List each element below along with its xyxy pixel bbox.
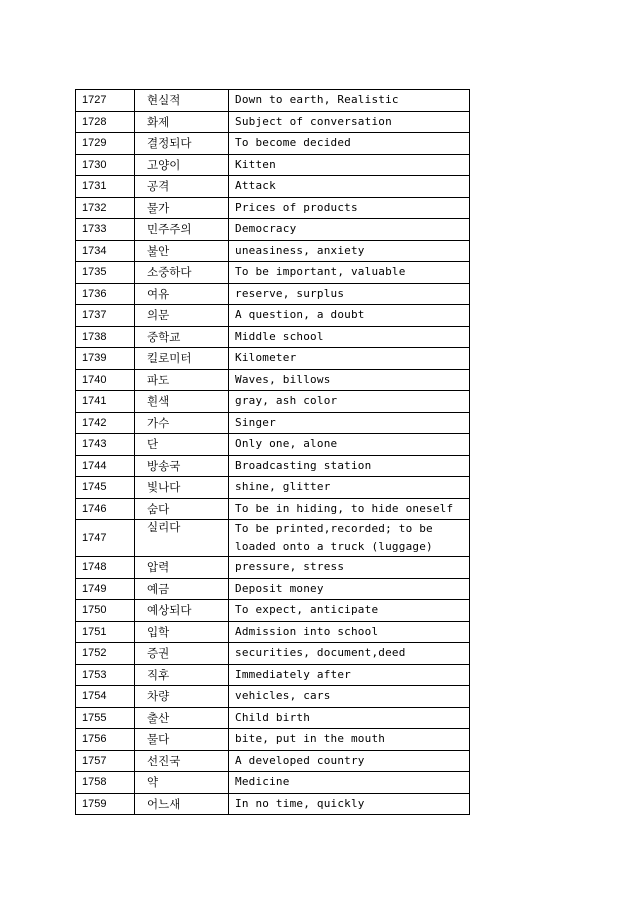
table-row <box>76 793 470 815</box>
korean-word: 결정되다 <box>135 133 229 155</box>
entry-number: 1755 <box>76 707 135 729</box>
korean-word: 킬로미터 <box>135 348 229 370</box>
entry-number: 1745 <box>76 477 135 499</box>
english-meaning: To be important, valuable <box>229 262 470 284</box>
korean-word: 파도 <box>135 369 229 391</box>
english-meaning: Down to earth, Realistic <box>229 90 470 112</box>
entry-number: 1742 <box>76 412 135 434</box>
korean-word: 고양이 <box>135 154 229 176</box>
entry-number: 1737 <box>76 305 135 327</box>
korean-word: 의문 <box>135 305 229 327</box>
entry-number: 1738 <box>76 326 135 348</box>
english-meaning: A developed country <box>229 750 470 772</box>
korean-word: 단 <box>135 434 229 456</box>
entry-number: 1752 <box>76 643 135 665</box>
korean-word: 가수 <box>135 412 229 434</box>
entry-number: 1740 <box>76 369 135 391</box>
english-meaning: Broadcasting station <box>229 455 470 477</box>
korean-word: 압력 <box>135 557 229 579</box>
table-row <box>76 621 470 643</box>
korean-word: 화제 <box>135 111 229 133</box>
entry-number: 1730 <box>76 154 135 176</box>
entry-number: 1753 <box>76 664 135 686</box>
korean-word: 방송국 <box>135 455 229 477</box>
entry-number: 1741 <box>76 391 135 413</box>
table-row <box>76 262 470 284</box>
korean-word: 숨다 <box>135 498 229 520</box>
vocabulary-table-body <box>76 90 470 815</box>
entry-number: 1754 <box>76 686 135 708</box>
table-row <box>76 434 470 456</box>
korean-word: 소중하다 <box>135 262 229 284</box>
english-meaning: bite, put in the mouth <box>229 729 470 751</box>
english-meaning: To expect, anticipate <box>229 600 470 622</box>
english-meaning: To be in hiding, to hide oneself <box>229 498 470 520</box>
korean-word: 물다 <box>135 729 229 751</box>
table-row <box>76 326 470 348</box>
table-row <box>76 305 470 327</box>
english-meaning: Immediately after <box>229 664 470 686</box>
korean-word: 직후 <box>135 664 229 686</box>
table-row <box>76 707 470 729</box>
entry-number: 1759 <box>76 793 135 815</box>
entry-number: 1736 <box>76 283 135 305</box>
english-meaning: In no time, quickly <box>229 793 470 815</box>
english-meaning: Singer <box>229 412 470 434</box>
english-meaning: To become decided <box>229 133 470 155</box>
english-meaning: Democracy <box>229 219 470 241</box>
korean-word: 민주주의 <box>135 219 229 241</box>
english-meaning: uneasiness, anxiety <box>229 240 470 262</box>
entry-number: 1746 <box>76 498 135 520</box>
english-meaning: Kitten <box>229 154 470 176</box>
english-meaning: Kilometer <box>229 348 470 370</box>
korean-word: 물가 <box>135 197 229 219</box>
entry-number: 1727 <box>76 90 135 112</box>
table-row <box>76 772 470 794</box>
korean-word: 현실적 <box>135 90 229 112</box>
korean-word: 흰색 <box>135 391 229 413</box>
entry-number: 1748 <box>76 557 135 579</box>
entry-number: 1735 <box>76 262 135 284</box>
english-meaning: To be printed,recorded; to be loaded onto a truck (luggage) <box>229 520 470 557</box>
english-meaning: Waves, billows <box>229 369 470 391</box>
entry-number: 1734 <box>76 240 135 262</box>
english-meaning: pressure, stress <box>229 557 470 579</box>
table-row <box>76 643 470 665</box>
english-meaning: A question, a doubt <box>229 305 470 327</box>
entry-number: 1757 <box>76 750 135 772</box>
korean-word: 예상되다 <box>135 600 229 622</box>
entry-number: 1744 <box>76 455 135 477</box>
table-row <box>76 391 470 413</box>
table-row <box>76 578 470 600</box>
table-row <box>76 520 470 557</box>
korean-word: 선진국 <box>135 750 229 772</box>
korean-word: 어느새 <box>135 793 229 815</box>
table-row <box>76 557 470 579</box>
entry-number: 1739 <box>76 348 135 370</box>
table-row <box>76 729 470 751</box>
korean-word: 예금 <box>135 578 229 600</box>
table-row <box>76 133 470 155</box>
table-row <box>76 154 470 176</box>
korean-word: 불안 <box>135 240 229 262</box>
entry-number: 1733 <box>76 219 135 241</box>
english-meaning: Medicine <box>229 772 470 794</box>
entry-number: 1756 <box>76 729 135 751</box>
table-row <box>76 455 470 477</box>
table-row <box>76 412 470 434</box>
table-row <box>76 664 470 686</box>
table-row <box>76 283 470 305</box>
entry-number: 1728 <box>76 111 135 133</box>
entry-number: 1732 <box>76 197 135 219</box>
table-row <box>76 600 470 622</box>
table-row <box>76 219 470 241</box>
table-row <box>76 348 470 370</box>
table-row <box>76 176 470 198</box>
entry-number: 1747 <box>76 520 135 557</box>
korean-word: 약 <box>135 772 229 794</box>
table-row <box>76 498 470 520</box>
table-row <box>76 111 470 133</box>
english-meaning: Subject of conversation <box>229 111 470 133</box>
vocabulary-table <box>75 89 470 815</box>
korean-word: 실리다 <box>135 520 229 557</box>
table-row <box>76 240 470 262</box>
entry-number: 1749 <box>76 578 135 600</box>
korean-word: 빛나다 <box>135 477 229 499</box>
english-meaning: Attack <box>229 176 470 198</box>
table-row <box>76 750 470 772</box>
entry-number: 1750 <box>76 600 135 622</box>
english-meaning: reserve, surplus <box>229 283 470 305</box>
entry-number: 1731 <box>76 176 135 198</box>
english-meaning: Middle school <box>229 326 470 348</box>
korean-word: 중학교 <box>135 326 229 348</box>
english-meaning: shine, glitter <box>229 477 470 499</box>
entry-number: 1743 <box>76 434 135 456</box>
korean-word: 차량 <box>135 686 229 708</box>
entry-number: 1729 <box>76 133 135 155</box>
korean-word: 공격 <box>135 176 229 198</box>
english-meaning: Deposit money <box>229 578 470 600</box>
english-meaning: securities, document,deed <box>229 643 470 665</box>
entry-number: 1758 <box>76 772 135 794</box>
english-meaning: vehicles, cars <box>229 686 470 708</box>
english-meaning: Child birth <box>229 707 470 729</box>
entry-number: 1751 <box>76 621 135 643</box>
table-row <box>76 686 470 708</box>
korean-word: 입학 <box>135 621 229 643</box>
table-row <box>76 90 470 112</box>
english-meaning: Only one, alone <box>229 434 470 456</box>
korean-word: 출산 <box>135 707 229 729</box>
english-meaning: Prices of products <box>229 197 470 219</box>
korean-word: 여유 <box>135 283 229 305</box>
table-row <box>76 477 470 499</box>
table-row <box>76 197 470 219</box>
table-row <box>76 369 470 391</box>
korean-word: 증권 <box>135 643 229 665</box>
english-meaning: gray, ash color <box>229 391 470 413</box>
english-meaning: Admission into school <box>229 621 470 643</box>
